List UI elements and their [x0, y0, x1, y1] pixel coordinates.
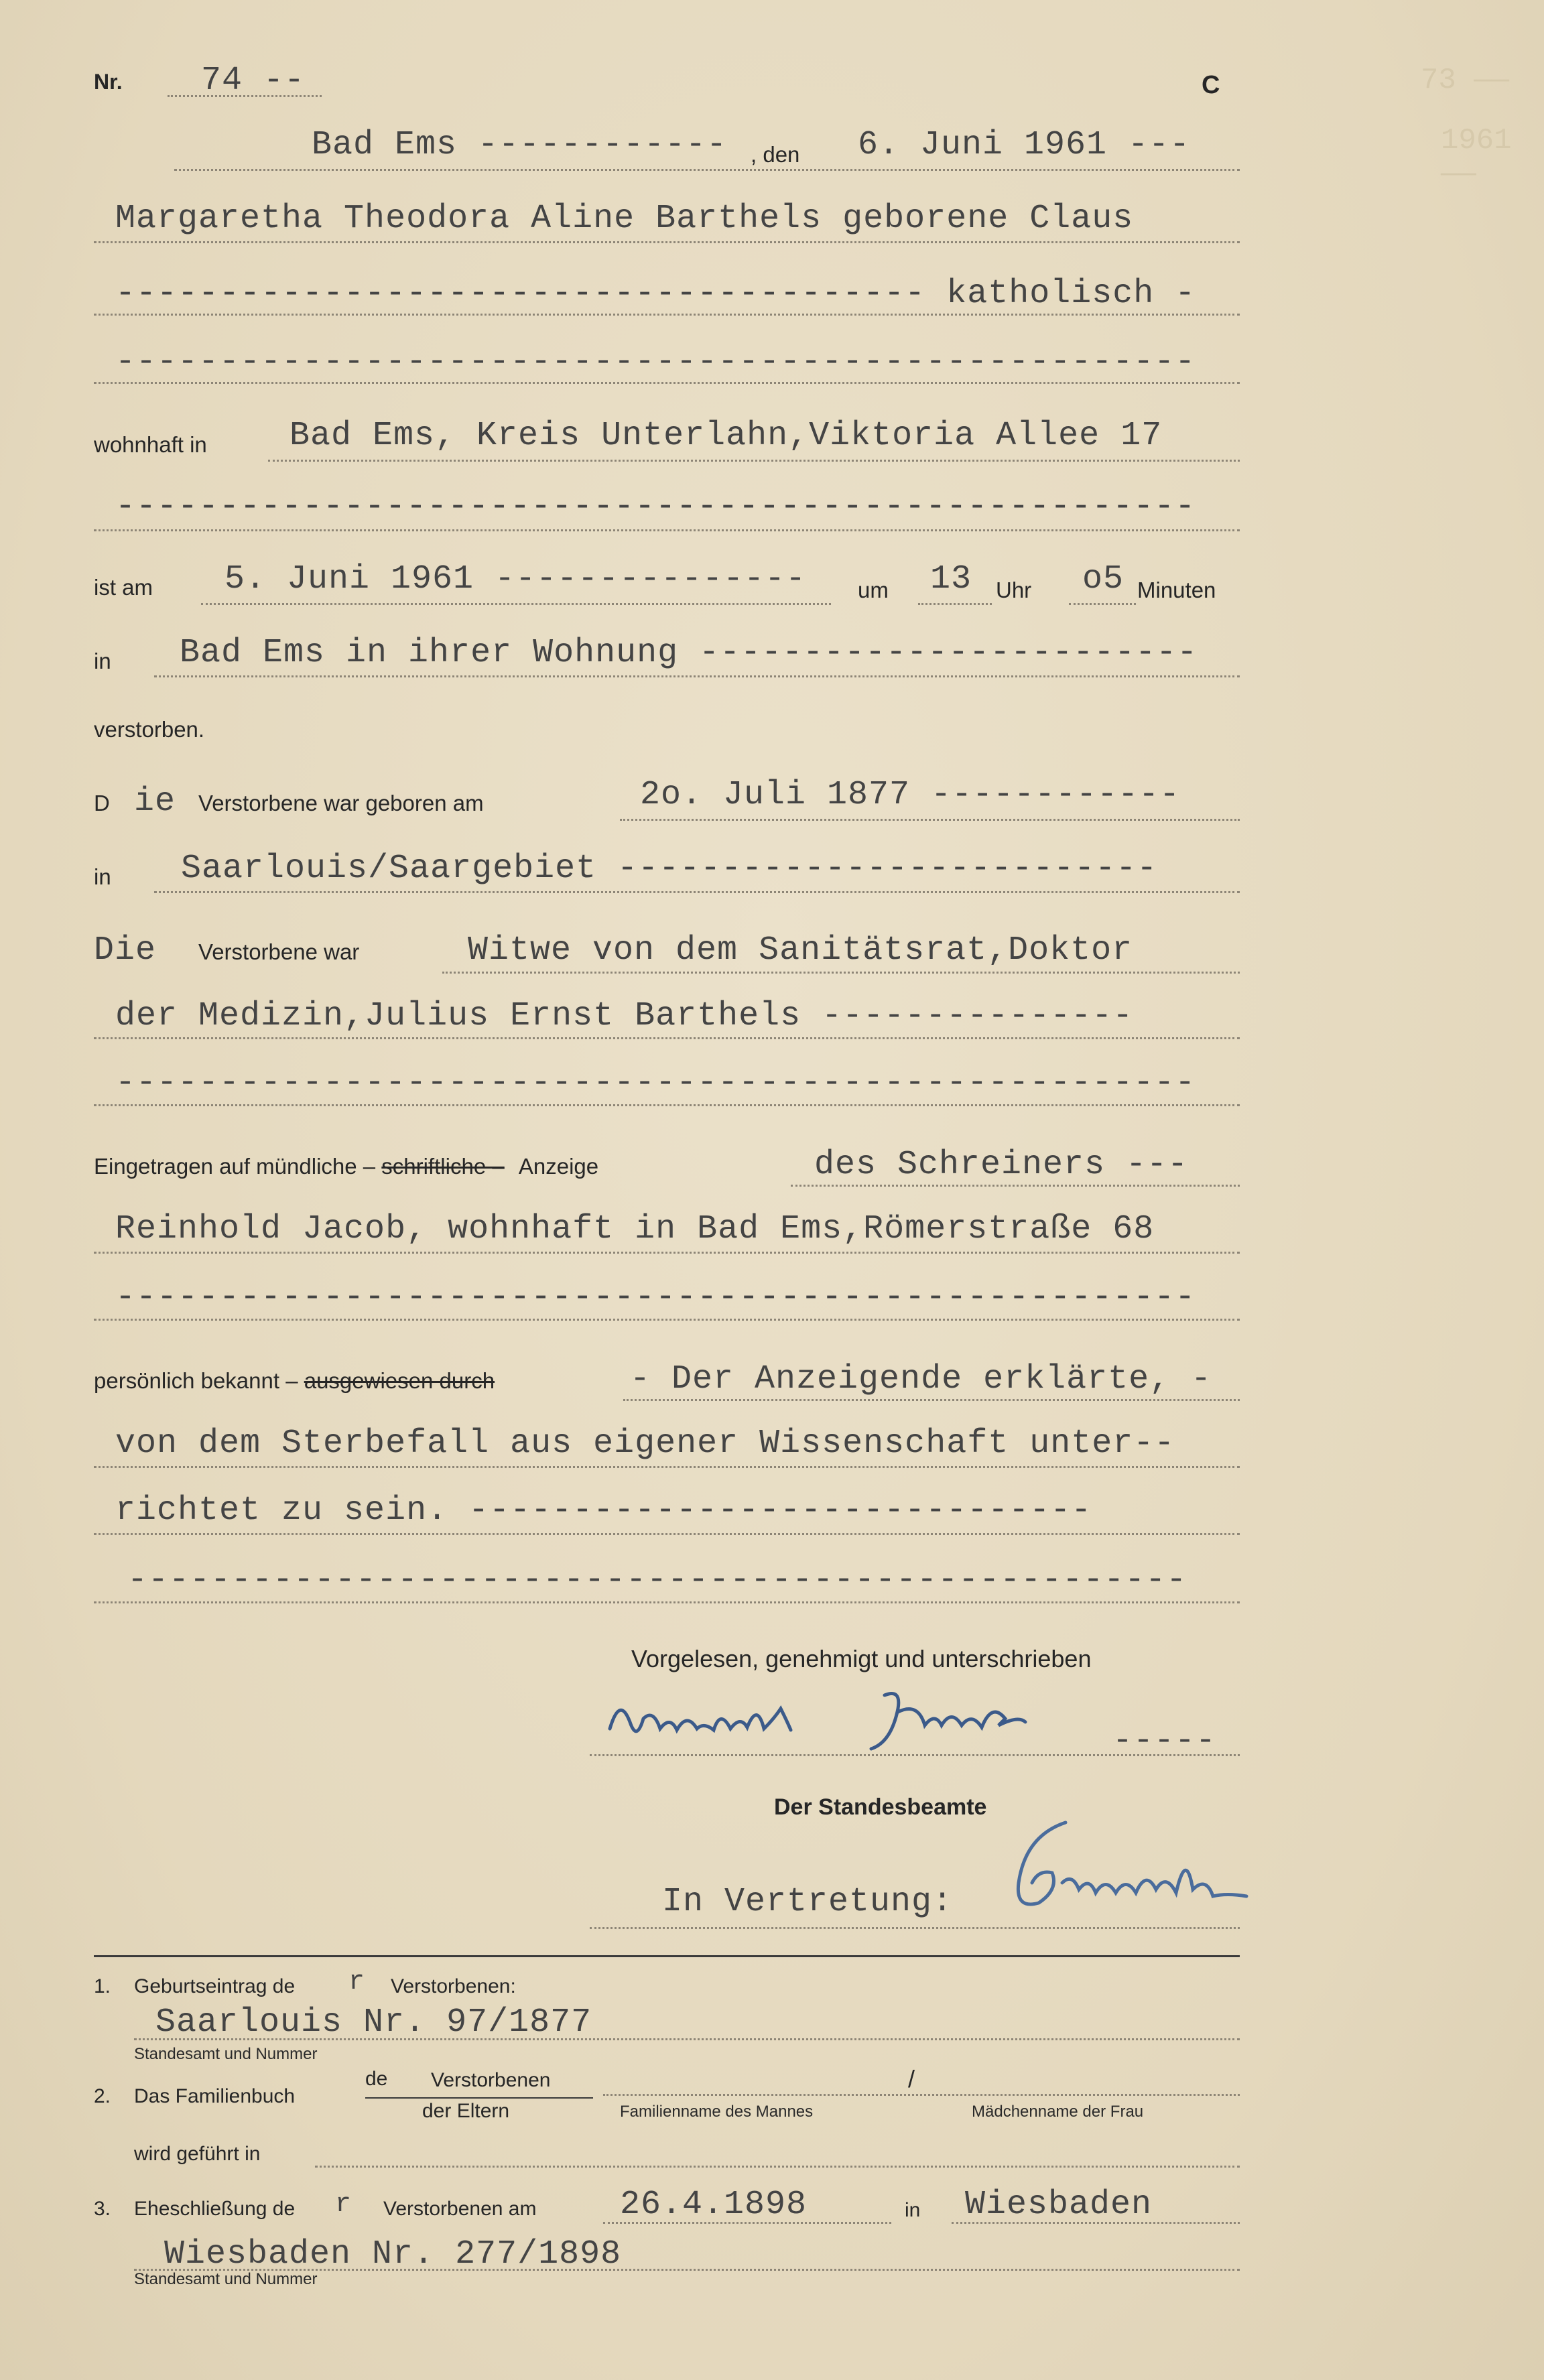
fn3-sub-label: Standesamt und Nummer [134, 2270, 318, 2288]
fn3-place-dotted [952, 2222, 1240, 2224]
uhr-label: Uhr [996, 578, 1032, 602]
fn2-label: Das Familienbuch [134, 2085, 296, 2107]
death-date: 5. Juni 1961 --------------- [224, 560, 807, 598]
status-line3-dotted [94, 1104, 1240, 1106]
fn3-r: r [335, 2190, 352, 2220]
death-minute: o5 [1082, 560, 1124, 598]
address-filler-dotted-line [94, 529, 1240, 531]
form-letter: C [1202, 71, 1220, 99]
status-die: Die [94, 931, 157, 970]
deceased-name: Margaretha Theodora Aline Barthels geborene Claus [115, 200, 1134, 238]
verstorben-label: verstorben. [94, 717, 205, 742]
place-date-dotted-line [174, 169, 1240, 171]
birth-ie: ie [134, 783, 176, 821]
registration-label [94, 1154, 598, 1179]
fn1-label2: Verstorbenen: [391, 1975, 516, 1997]
birth-place-dotted-line [154, 891, 1240, 893]
bleed-through-mark: 73 —— [1421, 64, 1510, 97]
registration-text1: des Schreiners --- [814, 1146, 1189, 1184]
official-signature [985, 1809, 1334, 1930]
verstorbene-war-label: Verstorbene war [198, 939, 360, 964]
identification-text2: von dem Sterbefall aus eigener Wissenschaft unter-- [115, 1425, 1175, 1463]
um-label: um [858, 578, 889, 602]
identification-label-pre: persönlich bekannt – [94, 1368, 298, 1393]
fn2-wird-dotted-line [315, 2166, 1240, 2168]
birth-place: Saarlouis/Saargebiet -------------------------- [181, 850, 1158, 888]
death-place: Bad Ems in ihrer Wohnung ------------------------ [180, 634, 1198, 672]
nr-dotted-line [168, 95, 322, 97]
registration-text3: ---------------------------------------------------- [115, 1278, 1196, 1317]
registration-label-struck: schriftliche – [381, 1154, 505, 1179]
religion-dotted-line [94, 314, 1240, 316]
fn1-value: Saarlouis Nr. 97/1877 [155, 2003, 592, 2042]
nr-value: 74 -- [201, 62, 306, 100]
fn2-frau-label: Mädchenname der Frau [972, 2103, 1144, 2121]
identification-label [94, 1368, 495, 1394]
fn1-r: r [348, 1967, 365, 1997]
fn1-number: 1. [94, 1975, 111, 1997]
death-place-dotted-line [154, 675, 1240, 677]
fn3-date: 26.4.1898 [620, 2186, 808, 2224]
identification-text4-dotted [94, 1601, 1240, 1603]
identification-text3-dotted [94, 1533, 1240, 1535]
fn1-sub-label: Standesamt und Nummer [134, 2045, 318, 2063]
fn3-in-label: in [905, 2199, 921, 2221]
hour-dotted-line [918, 603, 992, 605]
status-line3: ---------------------------------------------------- [115, 1064, 1196, 1102]
identification-label-struck: ausgewiesen durch [304, 1368, 495, 1393]
identification-text4: --------------------------------------------------- [127, 1561, 1187, 1599]
fn3-label2: Verstorbenen am [383, 2198, 537, 2220]
identification-text1-dotted [623, 1399, 1240, 1401]
birth-date-dotted-line [620, 819, 1240, 821]
place-value: Bad Ems ------------ [312, 126, 728, 164]
bleed-through-mark: 1961 —— [1441, 124, 1512, 191]
religion-line: --------------------------------------- katholisch - [115, 275, 1196, 313]
read-approved-label: Vorgelesen, genehmigt und unterschrieben [631, 1645, 1092, 1672]
fn3-value: Wiesbaden Nr. 277/1898 [164, 2235, 622, 2273]
informant-signature [603, 1682, 1099, 1762]
birth-date: 2o. Juli 1877 ------------ [640, 776, 1181, 814]
fn1-dotted-line [134, 2038, 1240, 2040]
status-line2: der Medizin,Julius Ernst Barthels --------------- [115, 997, 1134, 1035]
identification-text3: richtet zu sein. ------------------------------ [115, 1492, 1092, 1530]
geboren-label: Verstorbene war geboren am [198, 791, 484, 815]
fn2-wird-label: wird geführt in [134, 2143, 261, 2165]
date-value: 6. Juni 1961 --- [858, 126, 1191, 164]
informant-dashes: ----- [1112, 1722, 1217, 1760]
registration-text1-dotted [791, 1185, 1240, 1187]
vertretung-label: In Vertretung: [662, 1883, 954, 1921]
footnote-separator [94, 1955, 1240, 1957]
fn2-verstorbenen: Verstorbenen [431, 2069, 551, 2091]
birth-in-label: in [94, 864, 111, 889]
fn3-place: Wiesbaden [965, 2186, 1153, 2224]
registration-text3-dotted [94, 1319, 1240, 1321]
identification-text1: - Der Anzeigende erklärte, - [630, 1360, 1212, 1398]
status-line1: Witwe von dem Sanitätsrat,Doktor [468, 931, 1133, 970]
address-filler: ---------------------------------------------------- [115, 488, 1196, 526]
status-line2-dotted [94, 1037, 1240, 1039]
den-label: , den [751, 142, 800, 167]
fn2-slash: / [908, 2065, 915, 2093]
filler-dotted-line [94, 382, 1240, 384]
fn3-number: 3. [94, 2198, 111, 2220]
address-value: Bad Ems, Kreis Unterlahn,Viktoria Allee 17 [290, 417, 1163, 455]
nr-label: Nr. [94, 70, 123, 94]
fn3-label: Eheschließung de [134, 2198, 296, 2220]
registration-label-post: Anzeige [518, 1154, 599, 1179]
official-signature-dotted [590, 1927, 1240, 1929]
official-label: Der Standesbeamte [774, 1794, 987, 1820]
minute-dotted-line [1069, 603, 1136, 605]
identification-text2-dotted [94, 1466, 1240, 1468]
registration-text2: Reinhold Jacob, wohnhaft in Bad Ems,Römerstraße 68 [115, 1210, 1155, 1248]
minuten-label: Minuten [1137, 578, 1216, 602]
fn2-dotted-line [603, 2094, 1240, 2096]
registration-label-pre: Eingetragen auf mündliche – [94, 1154, 376, 1179]
death-hour: 13 [930, 560, 972, 598]
registration-text2-dotted [94, 1252, 1240, 1254]
fn2-eltern: der Eltern [422, 2100, 510, 2122]
filler-line: ---------------------------------------------------- [115, 343, 1196, 381]
fn2-number: 2. [94, 2085, 111, 2107]
fn1-label: Geburtseintrag de [134, 1975, 296, 1997]
death-in-label: in [94, 649, 111, 673]
informant-signature-dotted [590, 1754, 1240, 1756]
birth-d-label: D [94, 791, 110, 815]
fn2-fraction-line [365, 2097, 593, 2099]
ist-am-label: ist am [94, 575, 153, 600]
status-line1-dotted [442, 972, 1240, 974]
name-dotted-line [94, 241, 1240, 243]
address-dotted-line [268, 460, 1240, 462]
fn2-mann-label: Familienname des Mannes [620, 2103, 814, 2121]
wohnhaft-label: wohnhaft in [94, 432, 207, 457]
fn3-date-dotted [603, 2222, 891, 2224]
fn2-de: de [365, 2068, 388, 2090]
death-date-dotted-line [201, 603, 831, 605]
